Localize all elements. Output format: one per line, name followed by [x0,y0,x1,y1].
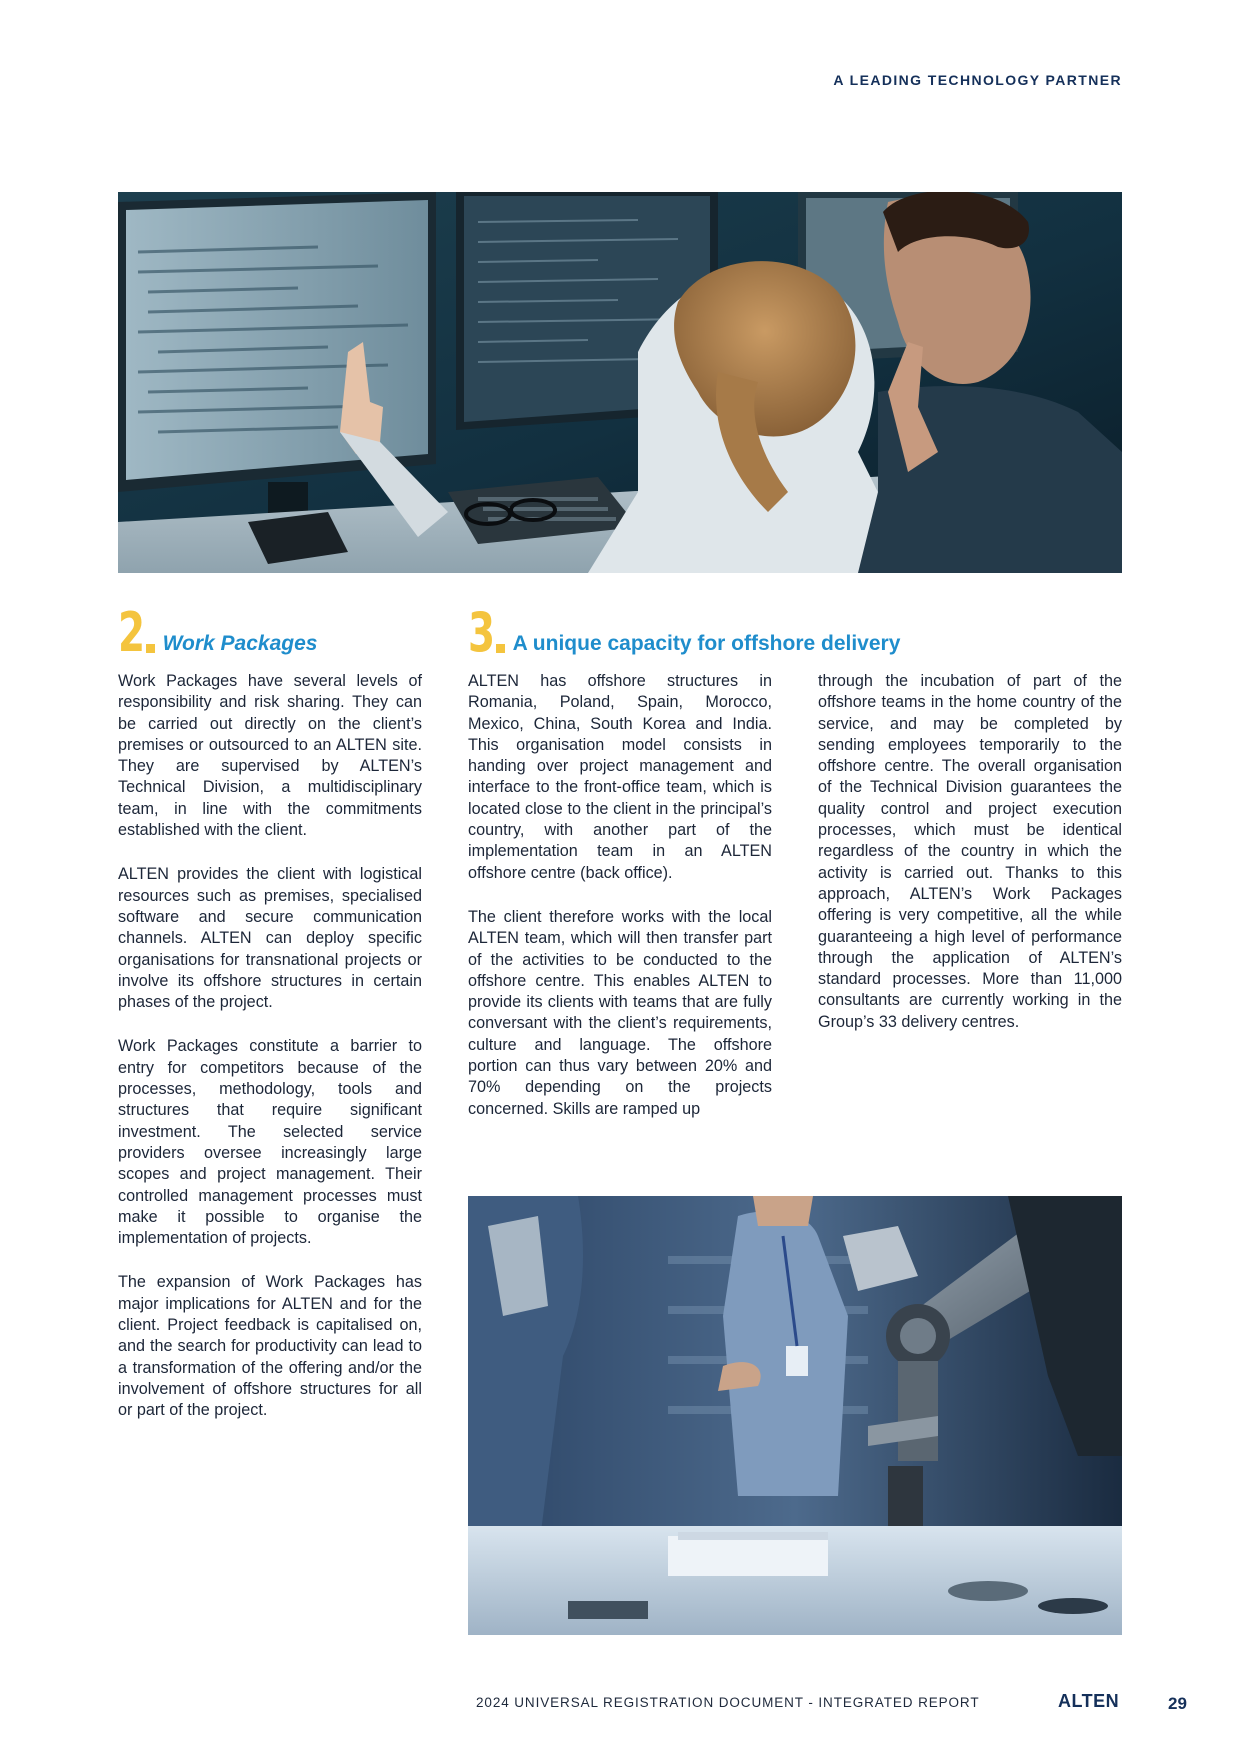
paragraph: Work Packages constitute a barrier to entry for competitors because of the processes, methodology, tools and structures that require significant investment. The selected service providers oversee increasingly large scopes and project management. Their controlled management processes must make it possible to organise the implementation of projects. [118,1037,422,1248]
footer-brand-logo: ALTEN [1058,1691,1120,1711]
section-number: 2 [118,601,146,664]
paragraph: ALTEN has offshore structures in Romania, Poland, Spain, Morocco, Mexico, China, South Korea and India. This organisation model consists in handing over project management and interface to the front-office team, which is located close to the client in the principal’s country, with another part of the implementation team in an ALTEN offshore centre (back office). [468,672,772,882]
paragraph: The expansion of Work Packages has major implications for ALTEN and for the client. Project feedback is capitalised on, and the search for productivity can lead to a transformation of the offering and/or the involvement of offshore structures for all or part of the project. [118,1273,422,1420]
section-title: Work Packages [162,632,318,655]
text-column-3 [818,671,1122,1056]
section-dot [496,644,505,653]
text-column-1 [118,671,422,1445]
text-column-2 [468,671,772,1143]
paragraph: The client therefore works with the local ALTEN team, which will then transfer part of the activities to be conducted to the offshore centre. This enables ALTEN to provide its clients with teams that are fully conversant with the client’s requirements, culture and language. The offshore portion can thus vary between 20% and 70% depending on the projects concerned. Skills are ramped up [468,907,772,1118]
photo-robotic-arm-lab [468,1196,1122,1635]
section-number: 3 [468,601,496,664]
section-heading-work-packages [118,601,318,664]
running-header: A LEADING TECHNOLOGY PARTNER [833,72,1122,88]
section-dot [146,644,155,653]
page-number: 29 [1168,1694,1187,1713]
section-heading-offshore-delivery [468,601,901,664]
photo-engineers-at-monitors [118,192,1122,573]
paragraph: Work Packages have several levels of responsibility and risk sharing. They can be carried out directly on the client’s premises or outsourced to an ALTEN site. They are supervised by ALTEN’s Technical Division, a multidisciplinary team, in line with the commitments established with the client. [118,672,422,840]
footer-document-title: 2024 UNIVERSAL REGISTRATION DOCUMENT - INTEGRATED REPORT [476,1695,980,1710]
paragraph: ALTEN provides the client with logistical resources such as premises, specialised software and secure communication channels. ALTEN can deploy specific organisations for transnational projects or involve its offshore structures in certain phases of the project. [118,865,422,1012]
paragraph: through the incubation of part of the offshore teams in the home country of the service, and may be completed by sending employees temporarily to the offshore centre. The overall organisation of the Technical Division guarantees the quality control and project execution processes, which must be identical regardless of the country in which the activity is carried out. Thanks to this approach, ALTEN’s Work Packages offering is very competitive, all the while guaranteeing a high level of performance through the application of ALTEN’s standard processes. More than 11,000 consultants are currently working in the Group’s 33 delivery centres. [818,672,1122,1031]
section-title: A unique capacity for offshore delivery [512,632,901,655]
